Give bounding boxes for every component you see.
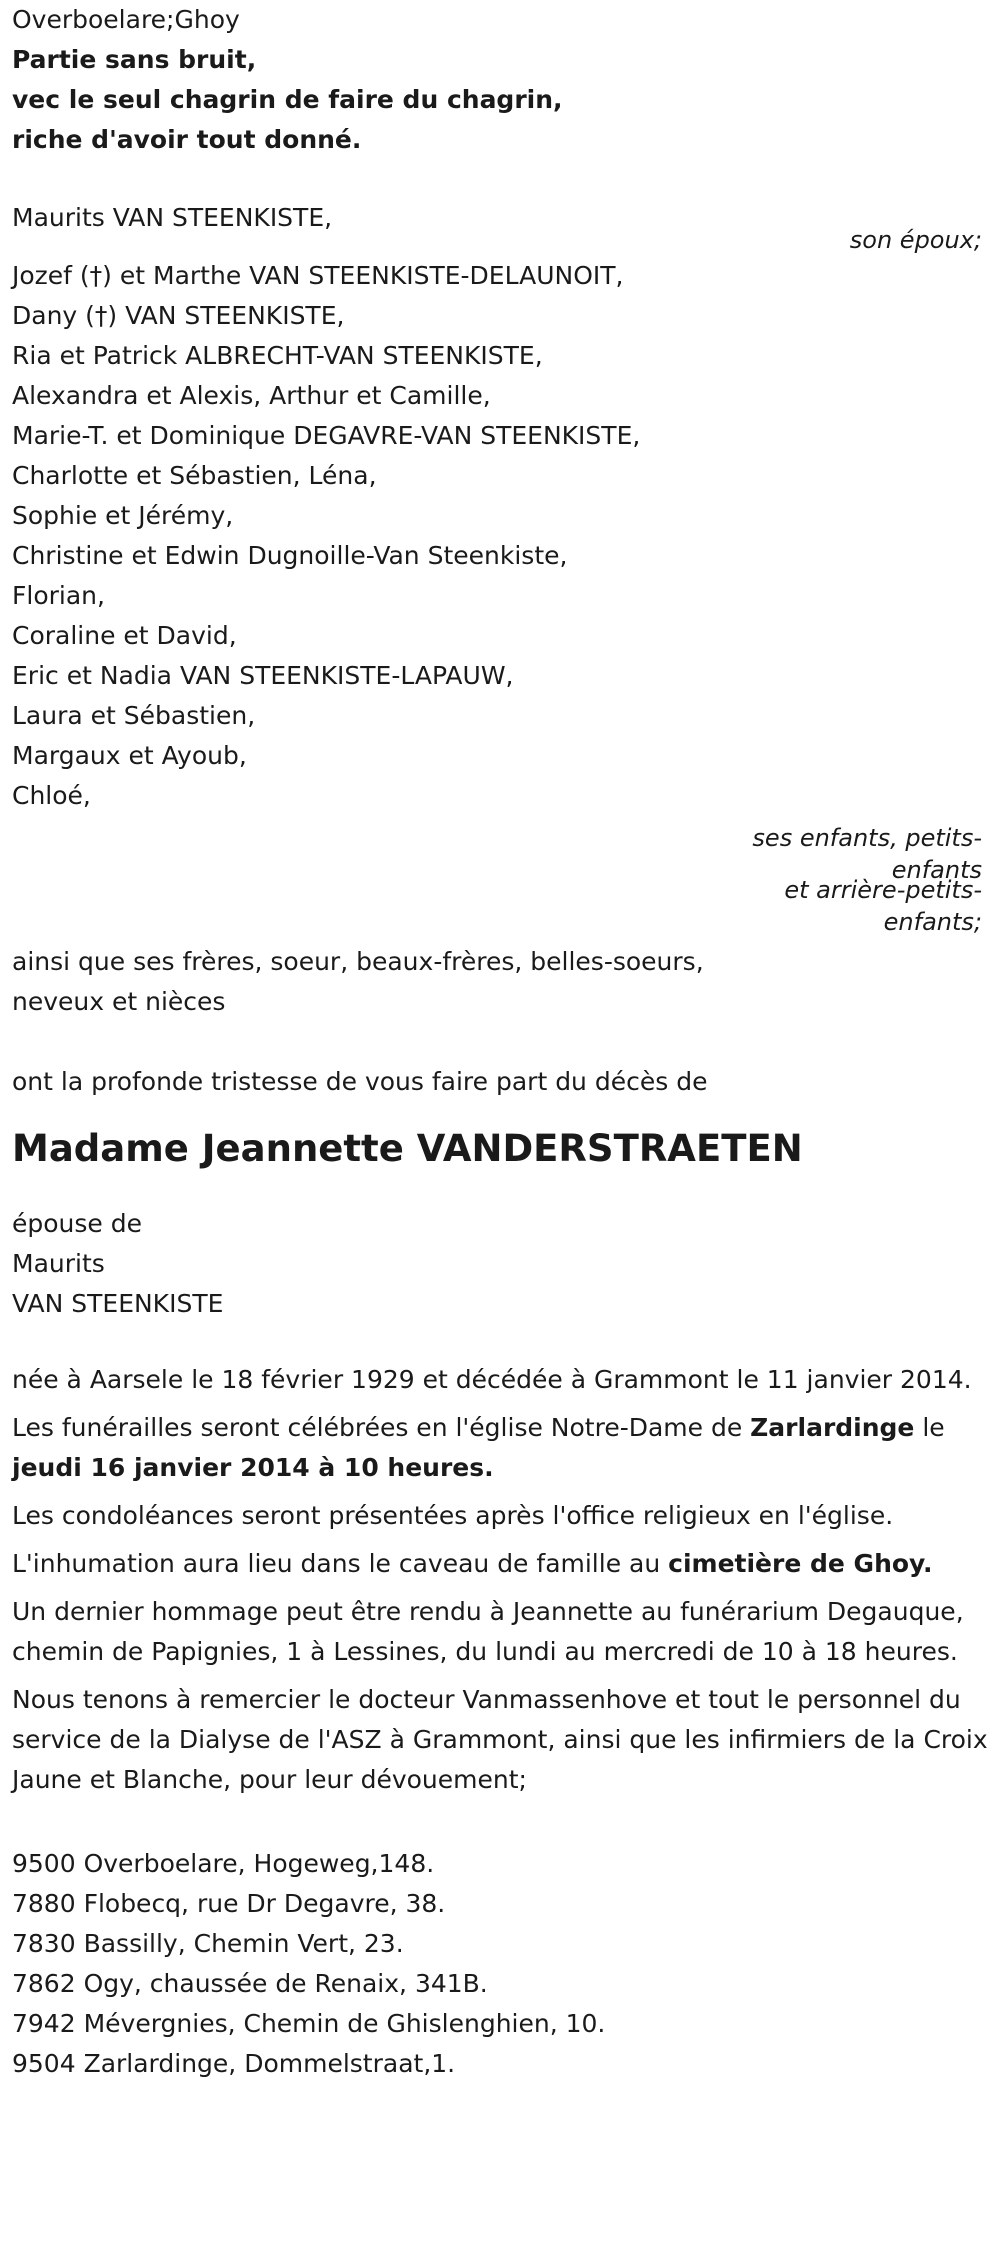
family-role-line: enfants	[891, 856, 982, 884]
funeral-text: Les funérailles seront célébrées en l'église Notre-Dame de	[12, 1413, 751, 1442]
homage: Un dernier hommage peut être rendu à Jeannette au funérarium Degauque, chemin de Papignies, 1 à Lessines, du lundi au mercredi de 10 à 18 heures.	[12, 1597, 964, 1666]
funeral-info	[12, 1408, 988, 1488]
poem-line: Partie sans bruit,	[12, 45, 257, 74]
family-member: Margaux et Ayoub,	[12, 741, 247, 770]
family-member: Coraline et David,	[12, 621, 237, 650]
family-member: Alexandra et Alexis, Arthur et Camille,	[12, 381, 491, 410]
address-line: 9500 Overboelare, Hogeweg,148.	[12, 1849, 435, 1878]
family-role-line: et arrière-petits-	[784, 876, 982, 904]
address-line: 9504 Zarlardinge, Dommelstraat,1.	[12, 2049, 456, 2078]
family-member: Charlotte et Sébastien, Léna,	[12, 461, 377, 490]
family-member: Florian,	[12, 581, 105, 610]
address-line: 7862 Ogy, chaussée de Renaix, 341B.	[12, 1969, 488, 1998]
family-member: Eric et Nadia VAN STEENKISTE-LAPAUW,	[12, 661, 514, 690]
spouse-of-line: Maurits	[12, 1249, 105, 1278]
funeral-date: jeudi 16 janvier 2014 à 10 heures.	[12, 1453, 494, 1482]
spouse-of-line: épouse de	[12, 1209, 142, 1238]
family-member: Jozef (†) et Marthe VAN STEENKISTE-DELAUNOIT,	[12, 261, 624, 290]
family-member: Dany (†) VAN STEENKISTE,	[12, 301, 345, 330]
addresses	[12, 1844, 988, 2084]
relatives-line: ainsi que ses frères, soeur, beaux-frères, belles-soeurs,	[12, 947, 704, 976]
family-member: Laura et Sébastien,	[12, 701, 256, 730]
condolences: Les condoléances seront présentées après l'office religieux en l'église.	[12, 1501, 894, 1530]
burial-place: cimetière de Ghoy.	[668, 1549, 933, 1578]
funeral-place: Zarlardinge	[750, 1413, 915, 1442]
spouse-of-line: VAN STEENKISTE	[12, 1289, 224, 1318]
birth-death: née à Aarsele le 18 février 1929 et décédée à Grammont le 11 janvier 2014.	[12, 1365, 972, 1394]
family-member: Chloé,	[12, 781, 91, 810]
family-role-line: enfants;	[883, 908, 982, 936]
family-role	[12, 822, 988, 938]
spouse-of	[12, 1204, 988, 1324]
poem-line: vec le seul chagrin de faire du chagrin,	[12, 85, 563, 114]
family-member: Sophie et Jérémy,	[12, 501, 234, 530]
deceased-name: Madame Jeannette VANDERSTRAETEN	[12, 1127, 803, 1170]
family-member: Ria et Patrick ALBRECHT-VAN STEENKISTE,	[12, 341, 543, 370]
address-line: 7880 Flobecq, rue Dr Degavre, 38.	[12, 1889, 446, 1918]
funeral-text: le	[914, 1413, 945, 1442]
burial-info	[12, 1544, 988, 1584]
address-line: 7830 Bassilly, Chemin Vert, 23.	[12, 1929, 404, 1958]
burial-text: L'inhumation aura lieu dans le caveau de famille au	[12, 1549, 669, 1578]
thanks: Nous tenons à remercier le docteur Vanmassenhove et tout le personnel du service de la Dialyse de l'ASZ à Grammont, ainsi que les infirmiers de la Croix Jaune et Blanche, pour leur dévouement;	[12, 1685, 988, 1794]
family-list	[12, 256, 988, 816]
family-member: Christine et Edwin Dugnoille-Van Steenkiste,	[12, 541, 568, 570]
relatives-line: neveux et nièces	[12, 987, 226, 1016]
family-role-line: ses enfants, petits-	[752, 824, 982, 852]
spouse-role: son époux;	[849, 226, 982, 254]
location-header: Overboelare;Ghoy	[12, 5, 240, 34]
poem-line: riche d'avoir tout donné.	[12, 125, 362, 154]
address-line: 7942 Mévergnies, Chemin de Ghislenghien, 10.	[12, 2009, 606, 2038]
poem	[12, 40, 988, 160]
spouse-name: Maurits VAN STEENKISTE,	[12, 203, 333, 232]
announcement: ont la profonde tristesse de vous faire part du décès de	[12, 1067, 708, 1096]
family-member: Marie-T. et Dominique DEGAVRE-VAN STEENKISTE,	[12, 421, 641, 450]
relatives	[12, 942, 988, 1022]
